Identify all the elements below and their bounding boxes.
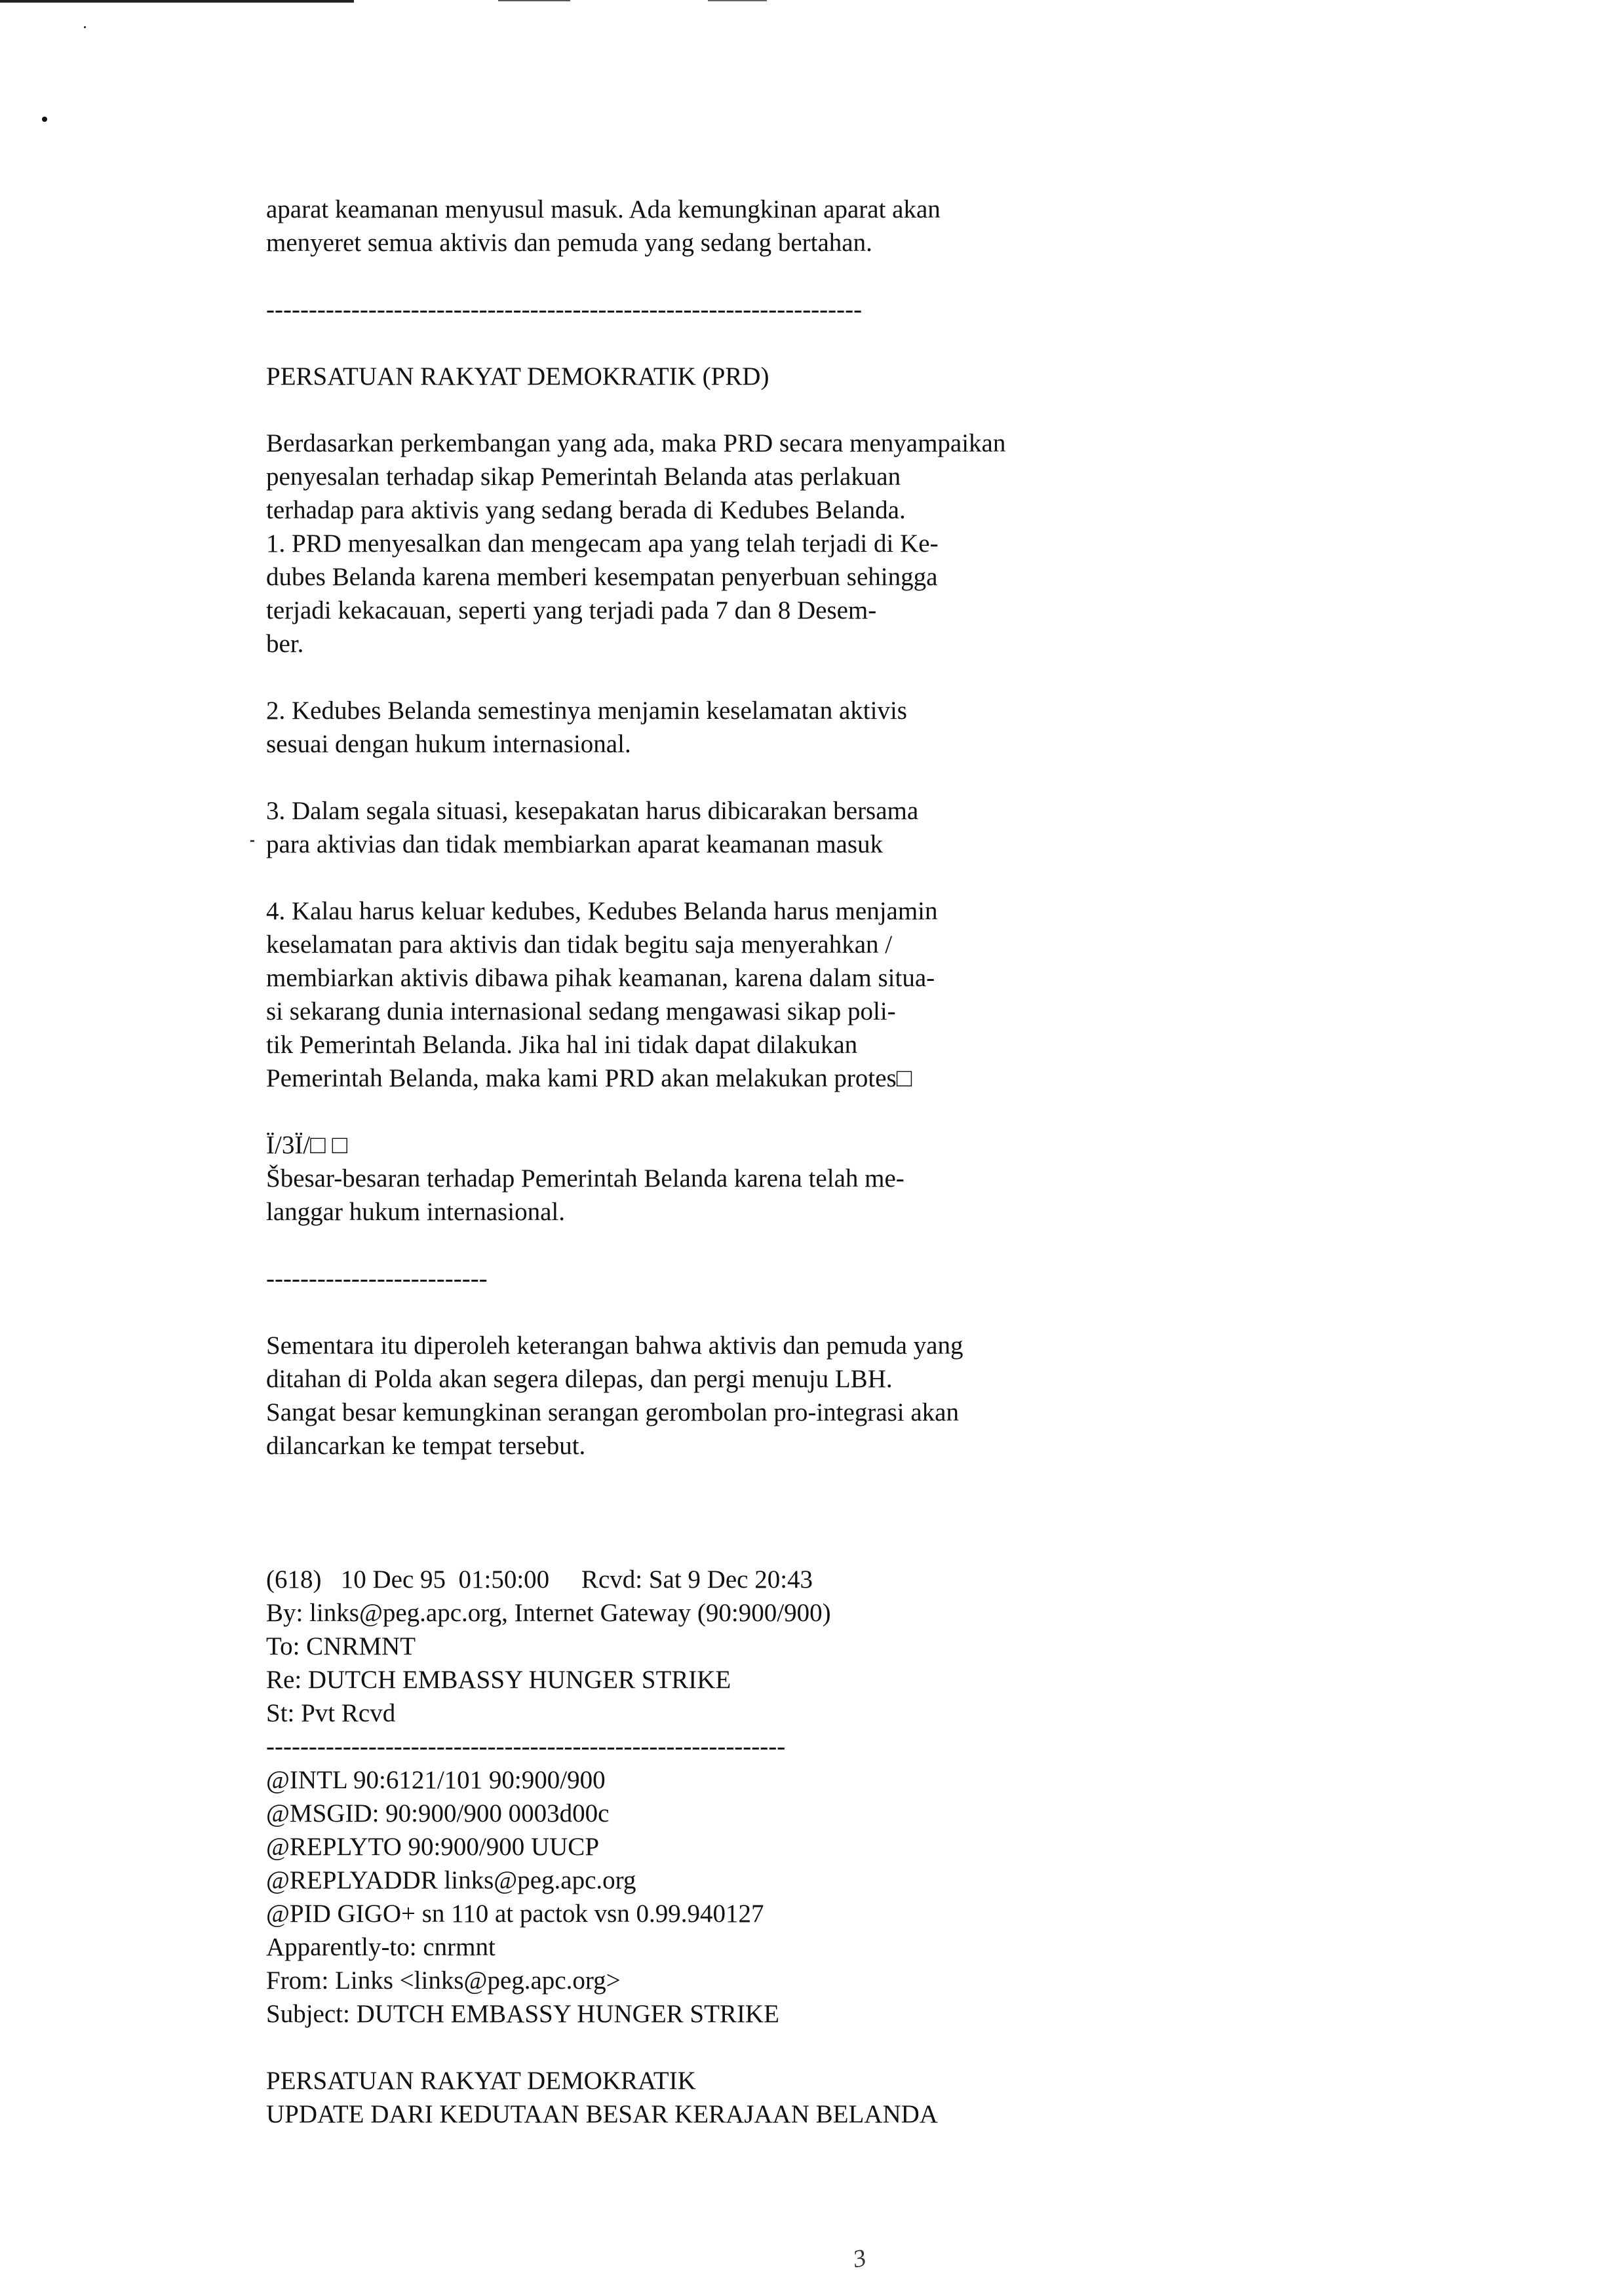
paragraph-point-2 [266, 694, 1511, 761]
paragraph-statement [266, 427, 1511, 660]
text-line: Sementara itu diperoleh keterangan bahwa aktivis dan pemuda yang [266, 1331, 963, 1360]
paragraph-opening [266, 193, 1511, 259]
text-line: terjadi kekacauan, seperti yang terjadi pada 7 dan 8 Desem- [266, 596, 877, 624]
paragraph-closing [266, 1329, 1511, 1463]
text-line: ditahan di Polda akan segera dilepas, dan pergi menuju LBH. [266, 1365, 893, 1393]
scan-speck [84, 26, 86, 28]
header-line: @PID GIGO+ sn 110 at pactok vsn 0.99.940127 [266, 1900, 764, 1928]
text-line: Berdasarkan perkembangan yang ada, maka PRD secara menyampaikan [266, 429, 1006, 457]
header-line: Apparently-to: cnrmnt [266, 1933, 496, 1961]
text-line: terhadap para aktivis yang sedang berada di Kedubes Belanda. [266, 496, 906, 524]
heading-text: UPDATE DARI KEDUTAAN BESAR KERAJAAN BELANDA [266, 2100, 938, 2128]
header-line: By: links@peg.apc.org, Internet Gateway (90:900/900) [266, 1599, 831, 1627]
paragraph-point-4 [266, 894, 1511, 1095]
text-line: tik Pemerintah Belanda. Jika hal ini tidak dapat dilakukan [266, 1031, 858, 1059]
header-line: From: Links <links@peg.apc.org> [266, 1966, 621, 1995]
text-line: Ï/3Ï/□ □ [266, 1131, 348, 1159]
text-line: dubes Belanda karena memberi kesempatan penyerbuan sehingga [266, 563, 938, 591]
text-line: 2. Kedubes Belanda semestinya menjamin keselamatan aktivis [266, 697, 907, 725]
header-line: St: Pvt Rcvd [266, 1699, 396, 1727]
text-line: keselamatan para aktivis dan tidak begitu saja menyerahkan / [266, 930, 893, 959]
page-number: 3 [850, 2244, 869, 2274]
separator-line: ---------------------------------------------------------------------- [266, 296, 863, 324]
text-line: membiarkan aktivis dibawa pihak keamanan, karena dalam situa- [266, 964, 935, 992]
text-line: dilancarkan ke tempat tersebut. [266, 1432, 586, 1460]
text-line: ber. [266, 630, 304, 658]
text-line: si sekarang dunia internasional sedang mengawasi sikap poli- [266, 997, 896, 1025]
scan-border-line [708, 0, 767, 1]
heading-text: PERSATUAN RAKYAT DEMOKRATIK [266, 2067, 696, 2095]
header-line: @INTL 90:6121/101 90:900/900 [266, 1766, 606, 1794]
text-line: 1. PRD menyesalkan dan mengecam apa yang telah terjadi di Ke- [266, 529, 939, 558]
separator-line: -------------------------- [266, 1265, 488, 1293]
header-line: Subject: DUTCH EMBASSY HUNGER STRIKE [266, 2000, 779, 2028]
text-line: Pemerintah Belanda, maka kami PRD akan melakukan protes□ [266, 1064, 912, 1092]
text-line: 4. Kalau harus keluar kedubes, Kedubes Belanda harus menjamin [266, 897, 938, 925]
text-line: penyesalan terhadap sikap Pemerintah Belanda atas perlakuan [266, 463, 901, 491]
header-line: @REPLYTO 90:900/900 UUCP [266, 1833, 600, 1861]
heading-text: PERSATUAN RAKYAT DEMOKRATIK (PRD) [266, 362, 769, 391]
header-line: @MSGID: 90:900/900 0003d00c [266, 1799, 610, 1827]
text-line: langgar hukum internasional. [266, 1198, 565, 1226]
text-line: menyeret semua aktivis dan pemuda yang sedang bertahan. [266, 229, 872, 257]
message-header [266, 1563, 1511, 2031]
paragraph-point-3 [266, 794, 1511, 861]
scan-border-line [0, 0, 354, 3]
footer-heading [266, 2064, 1511, 2131]
text-line: para aktivias dan tidak membiarkan aparat keamanan masuk [266, 830, 884, 858]
scan-speck [250, 840, 254, 842]
scan-border-line [498, 0, 570, 1]
text-line: 3. Dalam segala situasi, kesepakatan harus dibicarakan bersama [266, 797, 919, 825]
text-line: sesuai dengan hukum internasional. [266, 730, 631, 758]
section-heading [266, 360, 1511, 393]
text-line: Sangat besar kemungkinan serangan gerombolan pro-integrasi akan [266, 1398, 959, 1426]
header-separator: ------------------------------------------------------------- [266, 1732, 786, 1761]
paragraph-garbled [266, 1128, 1511, 1229]
scan-speck [42, 117, 47, 122]
header-line: @REPLYADDR links@peg.apc.org [266, 1866, 636, 1894]
header-line: To: CNRMNT [266, 1632, 416, 1660]
header-line: (618) 10 Dec 95 01:50:00 Rcvd: Sat 9 Dec 20:43 [266, 1565, 813, 1594]
header-line: Re: DUTCH EMBASSY HUNGER STRIKE [266, 1666, 731, 1694]
document-body [266, 193, 1511, 2131]
text-line: aparat keamanan menyusul masuk. Ada kemungkinan aparat akan [266, 195, 941, 223]
text-line: Šbesar-besaran terhadap Pemerintah Belanda karena telah me- [266, 1164, 905, 1193]
